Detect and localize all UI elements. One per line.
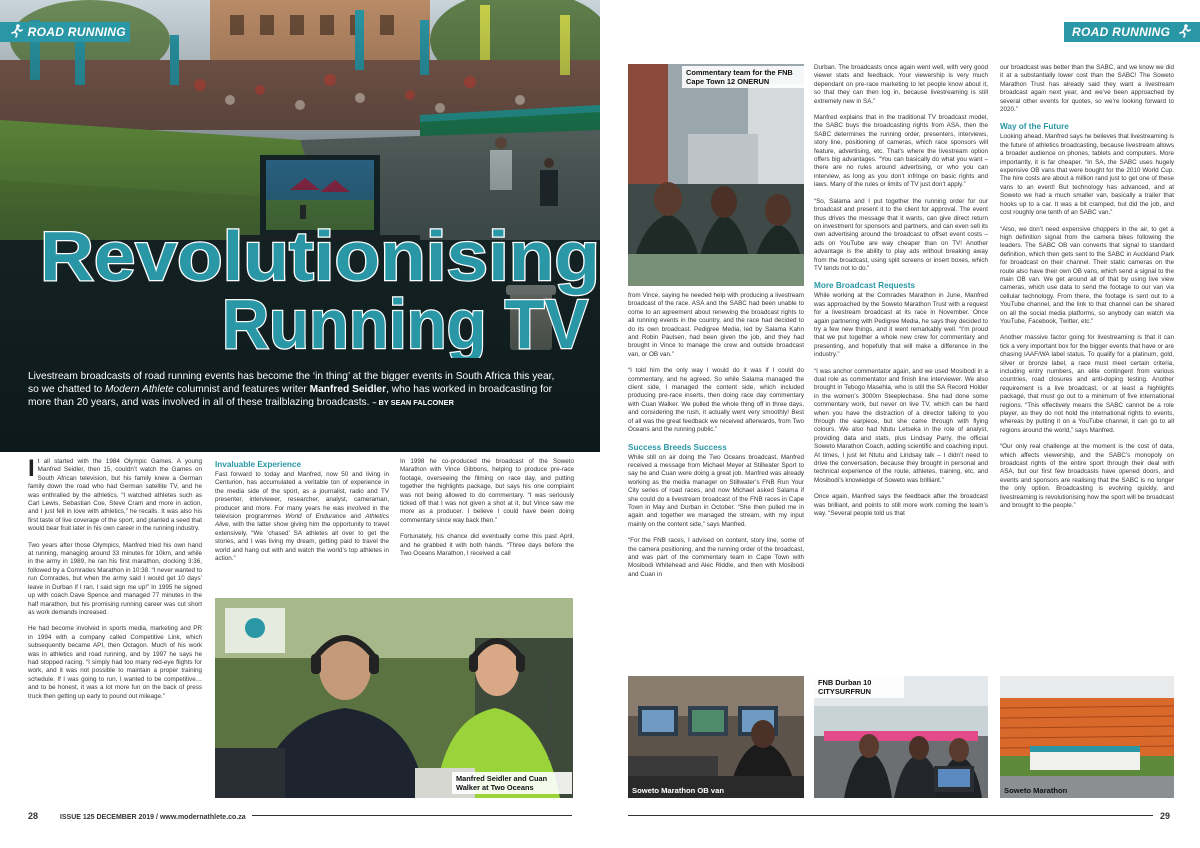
left-col3-p1: In 1998 he co-produced the broadcast of the Soweto Marathon with Vince Gibbons, helping to produce pre-race footage, overseeing the filming on race day, and putting together the highlights package, but says his one complaint was not being allowed to do commentary. “I was seriously ticked off that I was not given a shot at it, but Vince saw me more as a producer. I believe I could have been doing commentary since way back then.” xyxy=(400,458,574,524)
right-column-2 xyxy=(814,64,988,672)
intro-text-2: columnist and features writer xyxy=(173,384,310,395)
website-url: www.modernathlete.co.za xyxy=(159,814,246,821)
caption-commentary: Commentary team for the FNB Cape Town 12 ONERUN xyxy=(682,66,804,88)
left-col2-p1a: Fast forward to today and Manfred, now 50 and living in Centurion, has accumulated a veritable ton of experience in the media side of the sport, as a journalist, radio and TV presenter, interviewer, researcher, analyst, cameraman, producer and more. For many years he was involved in the television programmes xyxy=(215,471,389,521)
headline-line1: Revolutionising xyxy=(40,218,600,295)
right-col1-p1: from Vince, saying he needed help with producing a livestream broadcast of the race. ASA and the SABC had been unable to come to an agreement about renewing the broadcast rights to all running events in the country, and the race had decided to do its own broadcast. Pedigree Media, led by Salama Kahn and Robin Paulsen, had been given the job, and they had brought in Vince to manage the crew and outside broadcast van, or OB van.” xyxy=(628,292,804,358)
footer-separator: / xyxy=(156,814,158,821)
photo-credit: Images: Courtesy Manfred Seidler xyxy=(548,675,554,760)
intro-text-1: Livestream broadcasts of road running events has become the ‘in thing’ at the bigger events in South Africa this year, so we chatted to xyxy=(28,371,555,395)
right-page xyxy=(600,0,1200,848)
caption-main-photo: Manfred Seidler and Cuan Walker at Two Oceans xyxy=(452,772,572,794)
left-column-2 xyxy=(215,458,389,588)
caption-soweto-marathon: Soweto Marathon xyxy=(1004,786,1068,795)
intro-magazine: Modern Athlete xyxy=(105,384,174,395)
right-col2-p1: Durban. The broadcasts once again went well, with very good viewer stats and feedback. Your viewership is very much dependant on pre-race marketing to let people know about it, so that they can then log in, because livestreaming is still extremely new in SA.” xyxy=(814,64,988,105)
caption-durban: FNB Durban 10 CITYSURFRUN xyxy=(814,676,904,698)
right-col1-p3: While still on air doing the Two Oceans broadcast, Manfred received a message from Michael Meyer at Stillwater Sport to say he and Cuan were doing a great job. Manfred was already working as the media manager on Stillwater’s FNB Run Your City series of road races, and now Michael asked Salama if she could do a livestream broadcast of the FNB races in Cape Town in May and Durban in October. “She then pulled me in again and together we managed the stream, with my input mainly on the content side,” says Manfred. xyxy=(628,453,804,528)
heading-more-broadcast-requests: More Broadcast Requests xyxy=(814,281,916,291)
right-page-number: 29 xyxy=(1160,811,1171,821)
section-tag-right-label: ROAD RUNNING xyxy=(1072,25,1171,39)
right-col3-p1: our broadcast was better than the SABC, and we know we did it at a substantially lower cost than the SABC! The Soweto Marathon Trust has already said they want a livestream broadcast again next year, and we’ve been approached by several other events for quotes, so we’re looking forward to 2020.” xyxy=(1000,64,1174,114)
right-column-1 xyxy=(628,292,804,662)
left-footer-rule xyxy=(252,815,572,816)
caption-soweto-ob-van: Soweto Marathon OB van xyxy=(632,786,724,795)
right-col2-p2: Manfred explains that in the traditional TV broadcast model, the SABC buys the broadcasting rights from ASA, then the SABC determines the running order, presenters, interviews, story line, positioning of cameras, which race sponsors will feature, advertising, etc. That’s where the livestream option offers big advantages. “You can basically do what you want – there are no rules around advertising, or who you can interview, as long as you don’t infringe on basic rights and laws. Many of the rules or limits of TV just don’t apply.” xyxy=(814,114,988,189)
section-tag-right xyxy=(1064,22,1200,42)
right-footer-rule xyxy=(628,815,1153,816)
right-col1-p4: “For the FNB races, I advised on content, story line, some of the camera positioning, and the running order of the broadcast, and was part of the commentary team in Cape Town with Mosibodi Whitehead and Alec Riddle, and then with Mosibodi and Cuan in xyxy=(628,537,804,578)
left-column-1 xyxy=(28,458,202,804)
right-col3-p5: “Our only real challenge at the moment is the cost of data, which affects viewership, and the SABC’s monopoly on broadcast rights of the entire sport through their deal with ASA, but our first few broadcasts have opened doors, and events and sponsors are realising that the SABC is no longer the only option. Broadcasting is evolving quickly, and livestreaming is revolutionising how the sport will be broadcast and brought to the people.” xyxy=(1000,443,1174,510)
intro-writer: Manfred Seidler xyxy=(309,384,387,395)
left-col3-p2: Fortunately, his chance did eventually come this past April, and he grabbed it with both hands. “Three days before the Two Oceans Marathon, I received a call xyxy=(400,533,574,558)
left-col2-em2: Athletics Alive xyxy=(215,513,389,529)
photo-ob-van-art xyxy=(628,676,804,798)
left-col1-p2: Two years after those Olympics, Manfred tried his own hand at running, managing around 33 minutes for 10km, and while in the army in 1989, he ran his first marathon, clocking 3:36, followed by a Comrades Marathon in 10:38. “I never wanted to run Comrades, but when the army said I would get 10 days’ leave in Durban if I ran, I said sign me up!” In 1995 he signed up with coach Dave Spence and managed 77 minutes in the half marathon, but his promising running career was cut short as work demands increased. xyxy=(28,541,202,616)
right-col2-p4: While working at the Comrades Marathon in June, Manfred was approached by the Soweto Marathon Trust with a request for a livestream broadcast at its race in November. Once again partnering with Pedigree Media, he says they decided to try a few new things, and it went remarkably well. “I’m proud that we put together a whole new crew for commentary and presenting, and hopefully that will make a difference in the industry.” xyxy=(814,292,988,359)
photo-commentary-team-cape-town xyxy=(628,64,804,286)
left-col2-p1b: and xyxy=(346,513,366,521)
right-col2-p5: “I was anchor commentator again, and we used Mosibodi in a dual role as commentator and finish line interviewer. We also brought in Tebogo Masehla, who is still the SA Record Holder in the women’s 3000m Steeplechase. She had done some commentary work, but never on live TV, which can be hard when you have the distraction of a director talking to you through the earpiece, but she came through with flying colours. We also had Ntutu Letseka in the role of analyst, providing data and stats, plus Lindsay Parry, the official Soweto Marathon Coach, adding scientific and coaching input. At times, I just let Ntutu and Lindsay talk – I didn’t need to drive the conversation, because they brought in personal and technical experience of the route, athletes, training, etc, and Mosibodi’s knowledge of Soweto was brilliant.” xyxy=(814,367,988,484)
runner-icon xyxy=(10,24,24,38)
right-folio xyxy=(1160,811,1170,821)
photo-commentary-art xyxy=(628,64,804,286)
section-tag xyxy=(0,22,130,42)
left-col1-p3: He had become involved in sports media, marketing and PR in 1994 with a company called Competitive Link, which subsequently became API, then Octagon. Much of his work was in athletics and road running, and by 1997 he says he had stopped racing. “I simply had too many red-eye flights for work, and it was not possible to maintain a proper training schedule. If I was going to run, I wanted to be competitive… and to be honest, it was a lot more fun on the back of press truck then getting up early to pound out mileage.” xyxy=(28,625,202,700)
left-col2-p1c: , with the latter show giving him the opportunity to travel extensively. “We ‘chased’ SA athletes all over to get the stories, and I was living my dream, getting paid to travel the world and hang out with and watch the world’s top athletes in action.” xyxy=(215,521,389,563)
photo-commentators-art xyxy=(215,598,573,798)
left-col2-em1: World of Endurance xyxy=(285,513,347,521)
photo-commentators-two-oceans xyxy=(215,598,573,798)
right-column-3 xyxy=(1000,64,1174,672)
heading-success-breeds-success: Success Breeds Success xyxy=(628,442,727,452)
heading-way-of-the-future: Way of the Future xyxy=(1000,122,1069,132)
photo-soweto-marathon xyxy=(1000,676,1174,798)
headline xyxy=(0,218,600,358)
drop-cap: I xyxy=(28,458,35,482)
intro xyxy=(28,370,564,409)
right-col1-p2: “I told him the only way I would do it was if I could do commentary, and he agreed. So while Salama managed the client side, I managed the content side, which included producing pre-race inserts, then doing race day commentary with Cuan Walker. We pulled the whole thing off in three days, and considering the rush, it actually went very smoothly! Best of all was the great feedback we received afterwards, from Two Oceans and the running public.” xyxy=(628,367,804,434)
photo-soweto-art xyxy=(1000,676,1174,798)
headline-line2: Running TV xyxy=(222,285,589,358)
right-col3-p3: “Also, we don’t need expensive choppers in the air, to get a high definition signal from the camera bikes following the leaders. The SABC OB van converts that signal to standard definition, which then gets sent to the SABC in Auckland Park for broadcast on their channel. Their static cameras on the route also have their own OB vans, which send a signal to the main OB van. We get around all of that by using live view cameras, which use data to send the footage to our van via cellular technology. From there, the footage is sent out to a YouTube channel, and the link to that channel can be shared on all the social media platforms, so anybody can watch via YouTube, Facebook, Twitter, etc.” xyxy=(1000,225,1174,325)
headline-art xyxy=(0,218,600,358)
heading-invaluable-experience: Invaluable Experience xyxy=(215,460,302,469)
right-col3-p2: Looking ahead, Manfred says he believes that livestreaming is the future of athletics broadcasting, because livestream allows a broader audience on phones, tablets and computers. More importantly, it is far cheaper. “In SA, the SABC uses hugely expensive OB vans that were bought for the 2010 World Cup. The hire costs are about a million rand just to get one of these vans to an event! But technology has advanced, and at Soweto we had a much smaller van, basically a trailer that hooks up to a car. It was a bit cramped, but did the job, and cost roughly one tenth of an SABC van.” xyxy=(1000,133,1174,217)
intro-text-3: , who has worked in broadcasting for more than 20 years, and was involved in all of these trailblazing broadcasts. xyxy=(28,384,552,408)
photo-soweto-ob-van xyxy=(628,676,804,798)
left-page-number: 28 xyxy=(28,811,39,821)
right-col2-p6: Once again, Manfred says the feedback after the broadcast was brilliant, and points to still more work coming the team’s way. “Several people told us that xyxy=(814,493,988,518)
byline: – BY SEAN FALCONER xyxy=(372,398,454,407)
section-tag-label: ROAD RUNNING xyxy=(27,25,126,39)
left-folio xyxy=(28,811,246,821)
issue-label: ISSUE 125 DECEMBER 2019 xyxy=(59,814,155,821)
right-col3-p4: Another massive factor going for livestreaming is that it can tick a very important box for the bigger events that have or are chasing IAAF/WA label status. To qualify for a platinum, gold, silver or bronze label, a race must meet certain criteria, including entry numbers, an elite contingent from various countries, road closures and anti-doping testing. Another requirement is a live broadcast, or at least a highlights package, that must go out to a minimum of five international regions. “This effectively means the SABC cannot be a role player, as they do not hold the international rights to events, whereas by putting it on a YouTube channel, it can go to all regions around the world,” says Manfred. xyxy=(1000,334,1174,434)
runner-icon xyxy=(1178,24,1192,38)
right-col2-p3: “So, Salama and I put together the running order for our broadcast and present it to the client for approval. The event thus drives the message that it wants, can give direct return on investment for sponsors and partners, and can even sell its own advertising around the broadcast to offset event costs – ads on YouTube are way cheaper than on TV! Another advantage is the ability to play ads without breaking away from the broadcast, using split screens or insert boxes, which TV tends not to do.” xyxy=(814,197,988,272)
left-column-3 xyxy=(400,458,574,593)
left-col1-p1: t all started with the 1984 Olympic Games. A young Manfred Seidler, then 15, couldn’t watch the Games on South African television, but his family knew a German family down the road who had German satellite TV, and he was enthralled by the athletics. “I watched athletes such as Carl Lewis, Sebastian Coe, Steve Cram and more in action, and I just fell in love with athletics,” he recalls. It was also his first taste of live coverage of the sport, and planted a seed that would bear fruit later in his own career in the running industry. xyxy=(28,458,202,533)
